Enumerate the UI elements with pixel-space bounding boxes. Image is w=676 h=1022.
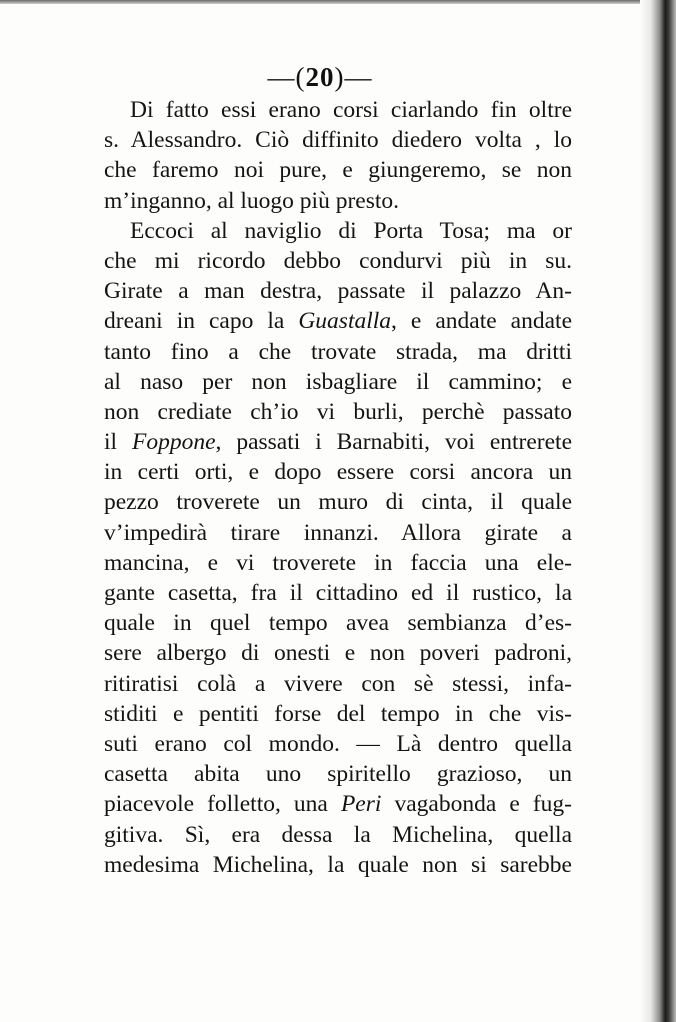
page-binding-edge [640, 0, 676, 1022]
text-line: mancina, e vi troverete in faccia una ele- [104, 549, 572, 576]
italic-place-name: Foppone [131, 429, 216, 456]
text-segment: piacevole folletto, una [104, 791, 341, 818]
text-line: ritiratisi colà a vivere con sè stessi, infa- [104, 670, 572, 697]
page-number [0, 62, 640, 93]
text-line [104, 789, 572, 819]
text-segment: , passati i Barnabiti, voi entrerete [215, 429, 572, 456]
text-line: stiditi e pentiti forse del tempo in che vis- [104, 700, 572, 727]
page-number-value: 20 [305, 62, 335, 92]
text-line: m’inganno, al luogo più presto. [104, 187, 400, 214]
body-text [104, 95, 572, 880]
text-line [104, 306, 572, 336]
text-line: quale in quel tempo avea sembianza d’es- [104, 610, 572, 637]
text-line: sere albergo di onesti e non poveri padroni, [104, 640, 572, 667]
text-line: gante casetta, fra il cittadino ed il rustico, la [104, 580, 572, 606]
page-number-prefix: —( [267, 62, 306, 92]
text-line: v’impedirà tirare innanzi. Allora girate a [104, 519, 572, 546]
italic-place-name: Guastalla [298, 308, 392, 335]
text-line: casetta abita uno spiritello grazioso, un [104, 761, 572, 788]
text-line: non crediate ch’io vi burli, perchè passato [104, 398, 572, 425]
top-edge-rule [0, 0, 640, 4]
text-line: tanto fino a che trovate strada, ma dritti [104, 338, 572, 365]
text-line: gitiva. Sì, era dessa la Michelina, quella [104, 821, 572, 848]
text-segment: , e andate andate [391, 308, 572, 335]
text-line: suti erano col mondo. — Là dentro quella [104, 730, 572, 757]
italic-name: Peri [340, 791, 382, 818]
text-segment: il [104, 429, 132, 456]
page-number-suffix: )— [334, 62, 373, 92]
text-line: pezzo troverete un muro di cinta, il quale [104, 489, 572, 516]
text-segment: vagabonda e fug- [381, 791, 572, 818]
text-line [104, 427, 572, 457]
text-line: al naso per non isbagliare il cammino; e [104, 368, 572, 395]
text-line: Di fatto essi erano corsi ciarlando fin oltre [130, 97, 572, 123]
text-line: s. Alessandro. Ciò diffinito diedero volta , lo [104, 127, 572, 154]
text-line: medesima Michelina, la quale non si sarebbe [104, 851, 572, 878]
text-line: Eccoci al naviglio di Porta Tosa; ma or [130, 217, 572, 244]
text-line: Girate a man destra, passate il palazzo An- [104, 278, 572, 305]
text-line: che faremo noi pure, e giungeremo, se non [104, 157, 572, 184]
text-line: che mi ricordo debbo condurvi più in su. [104, 247, 572, 274]
text-segment: dreani in capo la [104, 308, 299, 335]
text-line: in certi orti, e dopo essere corsi ancora un [104, 459, 572, 486]
